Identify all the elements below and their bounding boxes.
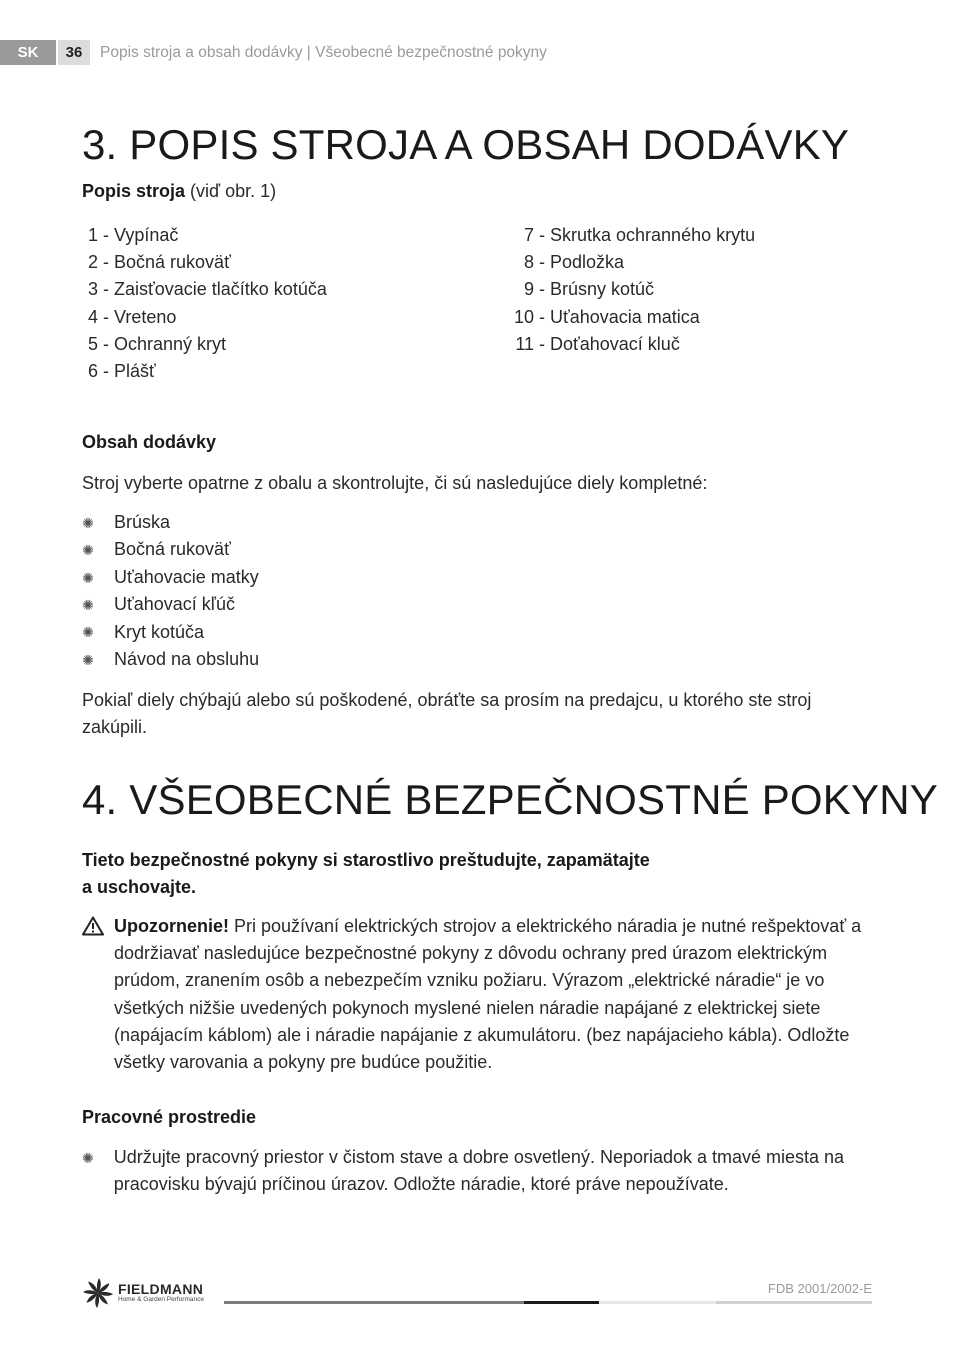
part-number: 8 bbox=[523, 252, 534, 273]
part-label: Zaisťovacie tlačítko kotúča bbox=[114, 279, 327, 300]
delivery-list bbox=[82, 509, 259, 673]
part-number: 3 bbox=[87, 279, 98, 300]
part-number: 1 bbox=[87, 225, 98, 245]
safety-lead bbox=[82, 847, 650, 901]
list-item bbox=[82, 591, 259, 618]
figure-reference: (viď obr. 1) bbox=[185, 181, 277, 201]
part-item: 7 - Skrutka ochranného krytu bbox=[502, 222, 755, 249]
list-item bbox=[82, 619, 259, 646]
part-label: Doťahovací kluč bbox=[550, 333, 680, 354]
running-header-title: Popis stroja a obsah dodávky | Všeobecné bezpečnostné pokyny bbox=[100, 43, 547, 61]
list-item bbox=[82, 509, 259, 536]
part-label: Bočná rukoväť bbox=[114, 252, 231, 273]
part-number: 2 bbox=[87, 252, 98, 273]
part-label: Ochranný kryt bbox=[114, 333, 227, 354]
part-label: Brúsny kotúč bbox=[550, 279, 655, 300]
part-number: 7 bbox=[523, 225, 534, 245]
flower-bullet-icon: ✺ bbox=[82, 624, 94, 641]
safety-lead-line: a uschovajte. bbox=[82, 877, 197, 897]
language-badge: SK bbox=[0, 40, 56, 65]
workspace-list bbox=[82, 1144, 882, 1198]
warning-text bbox=[114, 913, 882, 1076]
machine-description-label: Popis stroja bbox=[82, 181, 186, 201]
page-header bbox=[0, 40, 547, 65]
list-item bbox=[82, 536, 259, 563]
list-item bbox=[82, 1144, 882, 1198]
brand-tagline: Home & Garden Performance bbox=[118, 1296, 204, 1303]
warning-block bbox=[82, 913, 882, 1076]
flower-bullet-icon: ✺ bbox=[82, 542, 94, 559]
delivery-intro: Stroj vyberte opatrne z obalu a skontrolujte, či sú nasledujúce diely kompletné: bbox=[82, 473, 708, 493]
part-item: 6 - Plášť bbox=[84, 358, 327, 385]
part-item: 11 - Doťahovací kluč bbox=[502, 331, 755, 358]
footer-rule-light bbox=[599, 1301, 716, 1304]
warning-label: Upozornenie! bbox=[114, 916, 229, 936]
section-3-title: 3. POPIS STROJA A OBSAH DODÁVKY bbox=[82, 121, 850, 168]
list-item-text: Brúska bbox=[114, 512, 171, 532]
part-item: 9 - Brúsny kotúč bbox=[502, 276, 755, 303]
section-4-title: 4. VŠEOBECNÉ BEZPEČNOSTNÉ POKYNY bbox=[82, 776, 938, 823]
flower-bullet-icon: ✺ bbox=[82, 651, 94, 668]
part-item: 8 - Podložka bbox=[502, 249, 755, 276]
list-item-text: Návod na obsluhu bbox=[114, 649, 260, 670]
delivery-note: Pokiaľ diely chýbajú alebo sú poškodené, obráťte sa prosím na predajcu, u ktorého ste stroj zakúpili. bbox=[82, 690, 812, 737]
part-number: 4 bbox=[87, 306, 98, 327]
part-item: 3 - Zaisťovacie tlačítko kotúča bbox=[84, 276, 327, 303]
part-label: Skrutka ochranného krytu bbox=[550, 225, 756, 245]
list-item-text: Udržujte pracovný priestor v čistom stave a dobre osvetlený. Neporiadok a tmavé miesta na pracovisku bývajú príčinou úrazov. Odložte náradie, ktoré práve nepoužívate. bbox=[113, 1147, 845, 1194]
part-number: 11 bbox=[515, 333, 534, 354]
flower-bullet-icon: ✺ bbox=[82, 596, 94, 613]
brand-wordmark bbox=[118, 1282, 204, 1304]
list-item-text: Bočná rukoväť bbox=[114, 539, 231, 560]
brand-logo bbox=[82, 1277, 204, 1309]
part-item: 1 - Vypínač bbox=[84, 222, 327, 249]
part-item: 4 - Vreteno bbox=[84, 304, 327, 331]
footer-rule-dark bbox=[524, 1301, 599, 1304]
workspace-heading: Pracovné prostredie bbox=[82, 1107, 257, 1127]
flower-bullet-icon: ✺ bbox=[82, 514, 94, 531]
safety-lead-line: Tieto bezpečnostné pokyny si starostlivo preštudujte, zapamätajte bbox=[82, 850, 650, 870]
list-item-text: Uťahovací kľúč bbox=[114, 594, 236, 615]
part-label: Uťahovacia matica bbox=[550, 306, 700, 327]
brand-name: FIELDMANN bbox=[118, 1281, 204, 1297]
part-label: Plášť bbox=[114, 361, 156, 382]
list-item bbox=[82, 646, 259, 673]
part-number: 6 bbox=[87, 361, 98, 382]
part-number: 10 bbox=[513, 306, 534, 327]
flower-bullet-icon: ✺ bbox=[82, 1150, 94, 1166]
parts-list-right bbox=[502, 222, 755, 358]
part-label: Podložka bbox=[550, 252, 625, 273]
warning-triangle-icon bbox=[82, 916, 104, 936]
warning-body: Pri používaní elektrických strojov a elektrického náradia je nutné rešpektovať a dodržiavať nasledujúce bezpečnostné pokyny z dôvodu ochrany pred úrazom elektrickým prúdom, zranením osôb a nebezpečím vzniku požiaru. Výrazom „elektrické náradie“ je vo všetkých nižšie uvedených pokynoch myslené nielen náradie napájané z elektrickej siete (napájacím káblom) ale i náradie napájanie z akumulátoru. (bez napájacieho kábla). Odložte všetky varovania a pokyny pre budúce použitie. bbox=[114, 916, 862, 1073]
part-item: 10 - Uťahovacia matica bbox=[502, 304, 755, 331]
footer-rule-light-2 bbox=[716, 1301, 872, 1304]
model-code: FDB 2001/2002-E bbox=[767, 1281, 872, 1296]
machine-description-subtitle bbox=[82, 178, 276, 205]
part-label: Vypínač bbox=[114, 225, 179, 245]
part-number: 5 bbox=[87, 333, 98, 354]
delivery-heading: Obsah dodávky bbox=[82, 432, 217, 452]
part-number: 9 bbox=[523, 279, 534, 300]
page-number: 36 bbox=[58, 40, 90, 65]
list-item-text: Kryt kotúča bbox=[114, 621, 205, 642]
parts-list-left bbox=[84, 222, 327, 385]
part-item: 5 - Ochranný kryt bbox=[84, 331, 327, 358]
flower-bullet-icon: ✺ bbox=[82, 569, 94, 586]
list-item bbox=[82, 564, 259, 591]
fieldmann-swirl-icon bbox=[82, 1277, 114, 1309]
part-item: 2 - Bočná rukoväť bbox=[84, 249, 327, 276]
list-item-text: Uťahovacie matky bbox=[114, 566, 259, 587]
part-label: Vreteno bbox=[114, 306, 177, 327]
footer-rule-mid bbox=[224, 1301, 524, 1304]
